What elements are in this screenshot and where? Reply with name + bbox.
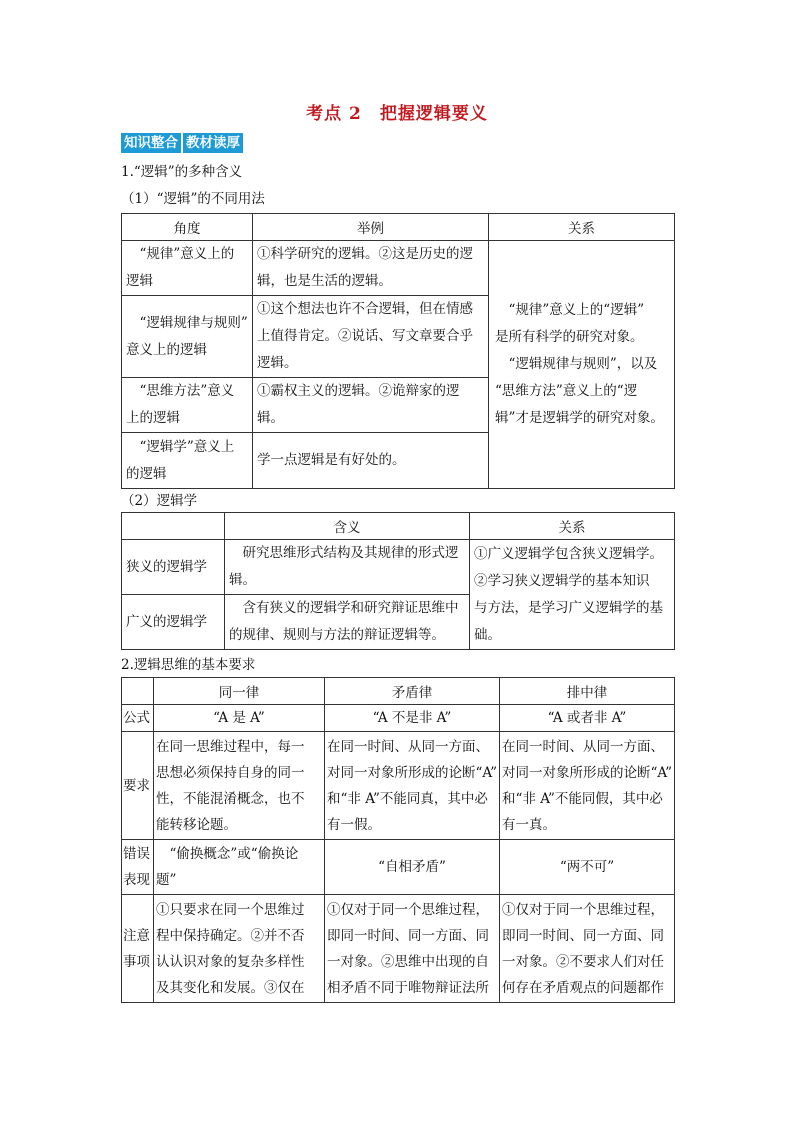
textbook-badge: 教材读厚 xyxy=(183,133,243,153)
formula-cell: “A 或者非 A” xyxy=(500,705,675,732)
header-angle: 角度 xyxy=(122,214,253,241)
table-row xyxy=(122,705,675,732)
table-row xyxy=(122,241,675,296)
example-cell: ①这个想法也许不合逻辑，但在情感 上值得肯定。②说话、写文章要合乎 逻辑。 xyxy=(253,296,489,378)
section2-heading: 2.逻辑思维的基本要求 xyxy=(121,657,256,673)
angle-cell: “思维方法”意义 上的逻辑 xyxy=(122,378,253,433)
row-label: 注意 事项 xyxy=(122,895,154,1003)
kaodian-label: 考点 2 xyxy=(306,104,362,124)
usage-table xyxy=(121,213,675,489)
error-cell: “偷换概念”或“偷换论 题” xyxy=(154,840,325,895)
error-cell: “自相矛盾” xyxy=(325,840,500,895)
angle-cell: “规律”意义上的 逻辑 xyxy=(122,241,253,296)
relation-cell: “规律”意义上的“逻辑” 是所有科学的研究对象。 “逻辑规律与规则”，以及 “思维方法”意义上的“逻 辑”才是逻辑学的研究对象。 xyxy=(489,241,675,489)
formula-cell: “A 是 A” xyxy=(154,705,325,732)
error-cell: “两不可” xyxy=(500,840,675,895)
knowledge-badge: 知识整合 xyxy=(121,133,181,153)
example-cell: 学一点逻辑是有好处的。 xyxy=(253,433,489,489)
topic-label: 把握逻辑要义 xyxy=(379,104,488,124)
logic-table xyxy=(121,512,675,650)
row-label: 错误 表现 xyxy=(122,840,154,895)
relation-cell: ①广义逻辑学包含狭义逻辑学。 ②学习狭义逻辑学的基本知识 与方法，是学习广义逻辑学的基 础。 xyxy=(470,540,675,650)
table-row xyxy=(122,840,675,895)
requirement-cell: 在同一思维过程中，每一 思想必须保持自身的同一 性，不能混淆概念，也不 能转移论题。 xyxy=(154,732,325,840)
angle-cell: “逻辑规律与规则” 意义上的逻辑 xyxy=(122,296,253,378)
formula-cell: “A 不是非 A” xyxy=(325,705,500,732)
notes-cell: ①仅对于同一个思维过程， 即同一时间、同一方面、同 一对象。②不要求人们对任 何存在矛盾观点的问题都作 xyxy=(500,895,675,1003)
header-example: 举例 xyxy=(253,214,489,241)
section1-heading: 1.“逻辑”的多种含义 xyxy=(121,164,243,180)
angle-cell: “逻辑学”意义上 的逻辑 xyxy=(122,433,253,489)
table-row xyxy=(122,540,675,595)
section-badges xyxy=(121,133,243,153)
page-title xyxy=(0,99,794,124)
meaning-cell: 研究思维形式结构及其规律的形式逻 辑。 xyxy=(225,540,470,595)
header-meaning: 含义 xyxy=(225,513,470,540)
notes-cell: ①仅对于同一个思维过程， 即同一时间、同一方面、同 一对象。②思维中出现的自 相矛盾不同于唯物辩证法所 xyxy=(325,895,500,1003)
header-empty xyxy=(122,678,154,705)
meaning-cell: 含有狭义的逻辑学和研究辩证思维中 的规律、规则与方法的辩证逻辑等。 xyxy=(225,595,470,650)
header-empty xyxy=(122,513,225,540)
name-cell: 广义的逻辑学 xyxy=(122,595,225,650)
header-identity: 同一律 xyxy=(154,678,325,705)
section1-sub1: （1）“逻辑”的不同用法 xyxy=(121,191,265,207)
row-label: 要求 xyxy=(122,732,154,840)
example-cell: ①科学研究的逻辑。②这是历史的逻 辑，也是生活的逻辑。 xyxy=(253,241,489,296)
requirement-cell: 在同一时间、从同一方面、 对同一对象所形成的论断“A” 和“非 A”不能同假，其中必 有一真。 xyxy=(500,732,675,840)
requirement-cell: 在同一时间、从同一方面、 对同一对象所形成的论断“A” 和“非 A”不能同真，其中必 有一假。 xyxy=(325,732,500,840)
notes-cell: ①只要求在同一个思维过 程中保持确定。②并不否 认认识对象的复杂多样性 及其变化和发展。③仅在 xyxy=(154,895,325,1003)
table-row xyxy=(122,895,675,1003)
header-excluded-middle: 排中律 xyxy=(500,678,675,705)
header-relation: 关系 xyxy=(489,214,675,241)
table-row xyxy=(122,732,675,840)
row-label: 公式 xyxy=(122,705,154,732)
name-cell: 狭义的逻辑学 xyxy=(122,540,225,595)
header-relation: 关系 xyxy=(470,513,675,540)
example-cell: ①霸权主义的逻辑。②诡辩家的逻辑。 xyxy=(253,378,489,433)
section1-sub2: （2）逻辑学 xyxy=(121,493,198,509)
header-contradiction: 矛盾律 xyxy=(325,678,500,705)
requirements-table xyxy=(121,677,675,1003)
